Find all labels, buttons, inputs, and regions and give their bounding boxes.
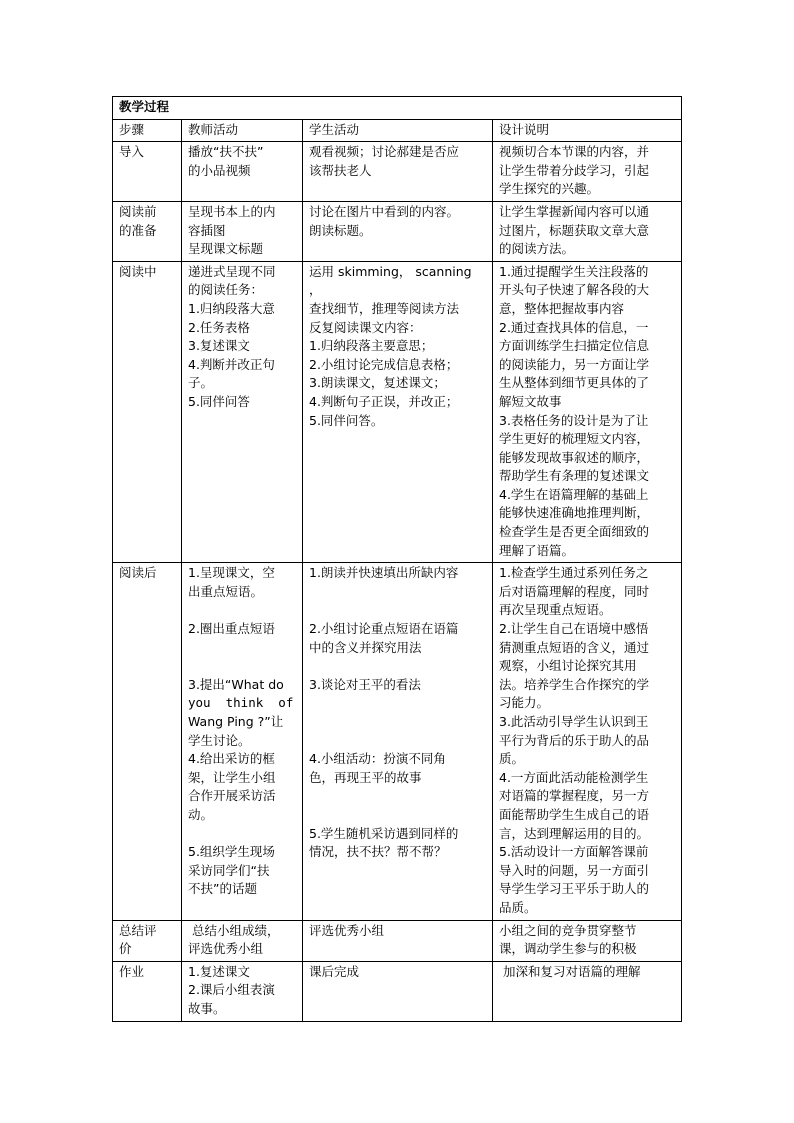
cell-line: 开头句子快速了解各段的大	[499, 282, 650, 298]
cell-line: 再次呈现重点短语。	[499, 602, 612, 618]
cell-line: 检查学生是否更全面细致的	[499, 524, 650, 540]
cell-line: 的阅读能力，另一方面让学	[499, 356, 650, 372]
cell-line	[188, 825, 297, 844]
header-student-activity: 学生活动	[303, 119, 493, 142]
cell-line: 出重点短语。	[188, 583, 264, 599]
cell-line: 1.归纳段落大意	[188, 300, 275, 316]
cell-line: 动。	[188, 806, 214, 822]
cell-line: 课，调动学生参与的积极	[499, 941, 637, 957]
cell-line: 子。	[188, 375, 214, 391]
cell-line: 的小品视频	[188, 162, 251, 178]
cell-line: 阅读前	[119, 203, 157, 219]
cell-line: 3.谈论对王平的看法	[309, 676, 421, 692]
table-row	[113, 961, 682, 1021]
cell-line	[188, 639, 297, 658]
student-activity-cell	[303, 261, 493, 563]
header-step: 步骤	[113, 119, 182, 142]
cell-line: 阅读后	[119, 565, 157, 581]
teacher-activity-cell	[182, 920, 303, 961]
cell-line: 情况，扶不扶？帮不帮？	[309, 844, 447, 860]
design-notes-cell	[493, 563, 682, 920]
cell-line: 架，让学生小组	[188, 769, 276, 785]
cell-line: 该帮扶老人	[309, 162, 372, 178]
cell-line: 法。培养学生合作探究的学	[499, 676, 650, 692]
cell-line: 4.学生在语篇理解的基础上	[499, 486, 649, 502]
cell-line: 小组之间的竞争贯穿整节	[499, 922, 637, 938]
cell-line: 导入	[119, 144, 145, 160]
student-activity-cell	[303, 142, 493, 202]
cell-line: 2.小组讨论完成信息表格；	[309, 356, 459, 372]
cell-line: 2.让学生自己在语境中感悟	[499, 621, 649, 637]
cell-line: 学生更好的梳理短文内容，	[499, 431, 650, 447]
cell-line: Wang Ping ?”让	[188, 714, 284, 729]
design-notes-cell	[493, 142, 682, 202]
cell-line: 5.同伴问答	[188, 393, 250, 409]
cell-line	[309, 601, 487, 620]
cell-line: 评选优秀小组	[188, 941, 264, 957]
cell-line: 3.提出“What do	[188, 676, 284, 692]
cell-line: 运用 skimming， scanning ，	[309, 263, 476, 298]
cell-line: 质。	[499, 751, 525, 767]
cell-line: 2.圈出重点短语	[188, 621, 275, 637]
cell-line: 导入时的问题，另一方面引	[499, 862, 650, 878]
cell-line: 采访同学们“扶	[188, 862, 270, 878]
cell-line: 平行为背后的乐于助人的品	[499, 732, 650, 748]
table-row	[113, 142, 682, 202]
cell-line: 不扶”的话题	[188, 881, 257, 897]
cell-line: 容插图	[188, 222, 226, 238]
cell-line	[309, 713, 487, 732]
student-activity-cell	[303, 201, 493, 261]
cell-line: you think of	[188, 695, 294, 711]
cell-line: 4.给出采访的框	[188, 751, 275, 767]
teacher-activity-cell	[182, 201, 303, 261]
cell-line: 色，再现王平的故事	[309, 769, 422, 785]
cell-line: 呈现课文标题	[188, 241, 264, 257]
cell-line: 5.学生随机采访遇到同样的	[309, 825, 459, 841]
cell-line	[309, 806, 487, 825]
step-cell	[113, 201, 182, 261]
cell-line: 让学生掌握新闻内容可以通	[499, 203, 650, 219]
cell-line	[188, 601, 297, 620]
cell-line: 3.表格任务的设计是为了让	[499, 412, 649, 428]
step-cell	[113, 563, 182, 920]
student-activity-cell	[303, 563, 493, 920]
cell-line: 1.朗读并快速填出所缺内容	[309, 565, 459, 581]
cell-line: 合作开展采访活	[188, 788, 276, 804]
cell-line: 朗读标题。	[309, 222, 372, 238]
cell-line: 4.小组活动：扮演不同角	[309, 751, 446, 767]
cell-line: 帮助学生有条理的复述课文	[499, 468, 650, 484]
cell-line: 3.此活动引导学生认识到王	[499, 714, 649, 729]
cell-line: 的准备	[119, 222, 157, 238]
cell-line: 评选优秀小组	[309, 922, 385, 938]
cell-line: 学生讨论。	[188, 732, 251, 748]
table-row	[113, 261, 682, 563]
cell-line: 价	[119, 941, 132, 957]
design-notes-cell	[493, 920, 682, 961]
cell-line: 观看视频；讨论郝建是否应	[309, 144, 460, 160]
design-notes-cell	[493, 261, 682, 563]
cell-line: 导学生学习王平乐于助人的	[499, 881, 650, 897]
cell-line	[309, 583, 487, 602]
teacher-activity-cell	[182, 563, 303, 920]
cell-line: 让学生带着分歧学习，引起	[499, 162, 650, 178]
student-activity-cell	[303, 961, 493, 1021]
cell-line: 生从整体到细节更具体的了	[499, 375, 650, 391]
cell-line	[188, 657, 297, 676]
header-teacher-activity: 教师活动	[182, 119, 303, 142]
cell-line: 课后完成	[309, 963, 360, 979]
table-title: 教学过程	[113, 97, 682, 120]
cell-line: 1.归纳段落主要意思；	[309, 338, 434, 354]
table-row	[113, 563, 682, 920]
cell-line: 3.复述课文	[188, 338, 250, 354]
cell-line: 播放“扶不扶”	[188, 144, 264, 160]
cell-line: 1.检查学生通过系列任务之	[499, 565, 649, 581]
cell-line: 讨论在图片中看到的内容。	[309, 203, 460, 219]
step-cell	[113, 142, 182, 202]
cell-line: 故事。	[188, 1000, 226, 1016]
step-cell	[113, 920, 182, 961]
cell-line: 意，整体把握故事内容	[499, 300, 625, 316]
cell-line: 递进式呈现不同	[188, 263, 276, 279]
teacher-activity-cell	[182, 261, 303, 563]
cell-line: 理解了语篇。	[499, 542, 575, 558]
cell-line: 查找细节，推理等阅读方法	[309, 300, 460, 316]
cell-line	[309, 694, 487, 713]
cell-line: 视频切合本节课的内容，并	[499, 144, 650, 160]
table-row	[113, 201, 682, 261]
cell-line: 总结小组成绩，	[188, 922, 280, 938]
cell-line: 1.通过提醒学生关注段落的	[499, 263, 649, 279]
cell-line: 能够快速准确地推理判断，	[499, 505, 650, 521]
cell-line: 解短文故事	[499, 393, 562, 409]
cell-line: 呈现书本上的内	[188, 203, 276, 219]
cell-line: 过图片，标题获取文章大意	[499, 222, 650, 238]
cell-line: 2.任务表格	[188, 319, 250, 335]
header-row	[113, 119, 682, 142]
teacher-activity-cell	[182, 142, 303, 202]
design-notes-cell	[493, 961, 682, 1021]
cell-line: 4.一方面此活动能检测学生	[499, 769, 649, 785]
cell-line: 的阅读方法。	[499, 241, 575, 257]
cell-line: 后对语篇理解的程度，同时	[499, 583, 650, 599]
cell-line: 中的含义并探究用法	[309, 639, 422, 655]
cell-line	[309, 657, 487, 676]
cell-line: 言，达到理解运用的目的。	[499, 825, 650, 841]
cell-line: 反复阅读课文内容：	[309, 319, 422, 335]
cell-line	[309, 732, 487, 751]
header-design-notes: 设计说明	[493, 119, 682, 142]
table-row	[113, 920, 682, 961]
cell-line: 总结评	[119, 922, 157, 938]
teacher-activity-cell	[182, 961, 303, 1021]
student-activity-cell	[303, 920, 493, 961]
cell-line: 对语篇的掌握程度，另一方	[499, 788, 650, 804]
cell-line: 学生探究的兴趣。	[499, 181, 600, 197]
cell-line	[309, 787, 487, 806]
lesson-process-table	[112, 96, 682, 1022]
cell-line: 1.呈现课文，空	[188, 565, 275, 581]
cell-line: 4.判断并改正句	[188, 356, 275, 372]
step-cell	[113, 961, 182, 1021]
cell-line: 品质。	[499, 899, 537, 915]
cell-line: 1.复述课文	[188, 963, 250, 979]
cell-line: 5.活动设计一方面解答课前	[499, 844, 649, 860]
cell-line: 2.课后小组表演	[188, 982, 275, 998]
cell-line: 2.通过查找具体的信息，一	[499, 319, 649, 335]
cell-line: 阅读中	[119, 263, 157, 279]
cell-line: 加深和复习对语篇的理解	[499, 963, 641, 979]
design-notes-cell	[493, 201, 682, 261]
step-cell	[113, 261, 182, 563]
cell-line: 面能帮助学生生成自己的语	[499, 806, 650, 822]
cell-line: 3.朗读课文，复述课文；	[309, 375, 446, 391]
cell-line: 作业	[119, 963, 145, 979]
cell-line: 能够发现故事叙述的顺序，	[499, 449, 650, 465]
title-row	[113, 97, 682, 120]
cell-line: 5.同伴问答。	[309, 412, 384, 428]
cell-line: 方面训练学生扫描定位信息	[499, 338, 650, 354]
cell-line: 观察，小组讨论探究其用	[499, 658, 637, 674]
cell-line: 5.组织学生现场	[188, 844, 275, 860]
cell-line: 习能力。	[499, 695, 550, 711]
cell-line: 4.判断句子正误，并改正；	[309, 393, 459, 409]
cell-line: 猜测重点短语的含义，通过	[499, 639, 650, 655]
cell-line: 的阅读任务：	[188, 282, 264, 298]
cell-line: 2.小组讨论重点短语在语篇	[309, 621, 459, 637]
